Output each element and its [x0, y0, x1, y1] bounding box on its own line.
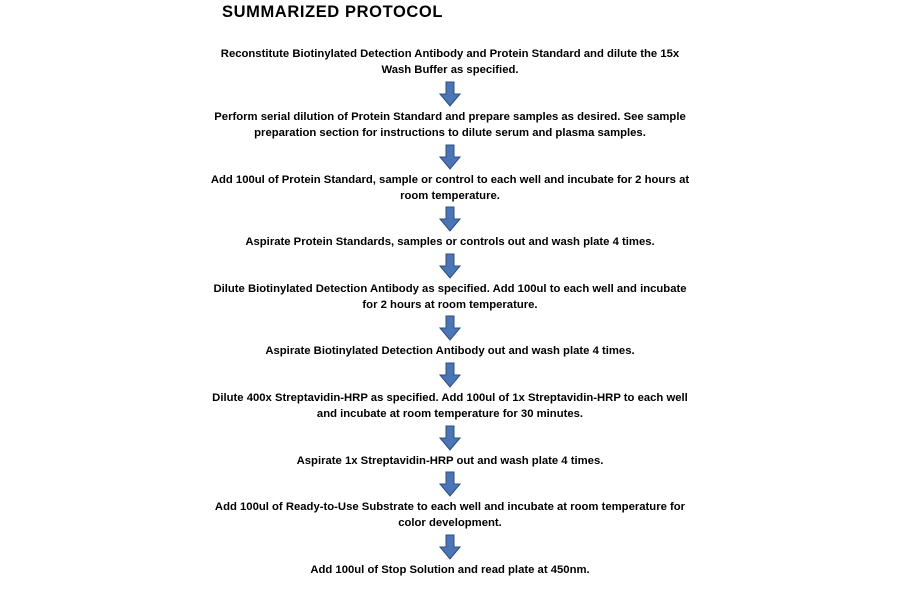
down-arrow-icon: [439, 471, 461, 497]
flow-connector: [205, 532, 695, 562]
down-arrow-icon: [439, 534, 461, 560]
flow-step: Aspirate 1x Streptavidin-HRP out and wash plate 4 times.: [296, 454, 604, 467]
flow-connector: [205, 313, 695, 343]
down-arrow-icon: [439, 362, 461, 388]
flow-connector: [205, 360, 695, 390]
flow-connector: [205, 142, 695, 172]
flow-connector: [205, 251, 695, 281]
down-arrow-icon: [439, 253, 461, 279]
flow-step: Add 100ul of Ready-to-Use Substrate to each well and incubate at room temperature for color development.: [214, 500, 686, 530]
flow-step: Aspirate Protein Standards, samples or controls out and wash plate 4 times.: [245, 236, 655, 249]
flow-step: Aspirate Biotinylated Detection Antibody out and wash plate 4 times.: [265, 345, 635, 358]
flow-step: Reconstitute Biotinylated Detection Antibody and Protein Standard and dilute the 15x Wash Buffer as specified.: [220, 48, 680, 77]
page-title: SUMMARIZED PROTOCOL: [222, 3, 444, 21]
flow-step: Dilute Biotinylated Detection Antibody as specified. Add 100ul to each well and incubate for 2 hours at room temperature.: [213, 282, 687, 311]
down-arrow-icon: [439, 425, 461, 451]
protocol-flow: [205, 46, 695, 578]
down-arrow-icon: [439, 81, 461, 107]
flow-step: Dilute 400x Streptavidin-HRP as specified. Add 100ul of 1x Streptavidin-HRP to each well and incubate at room temperature for 30 minutes.: [212, 391, 688, 421]
flow-connector: [205, 204, 695, 234]
down-arrow-icon: [439, 206, 461, 232]
flow-connector: [205, 79, 695, 109]
down-arrow-icon: [439, 144, 461, 170]
flow-step: Add 100ul of Stop Solution and read plate at 450nm.: [310, 563, 590, 576]
flow-connector: [205, 469, 695, 499]
flow-step: Perform serial dilution of Protein Standard and prepare samples as desired. See sample preparation section for instructions to dilute serum and plasma samples.: [214, 110, 686, 140]
down-arrow-icon: [439, 315, 461, 341]
flow-connector: [205, 423, 695, 453]
flow-step: Add 100ul of Protein Standard, sample or control to each well and incubate for 2 hours at room temperature.: [210, 173, 690, 202]
